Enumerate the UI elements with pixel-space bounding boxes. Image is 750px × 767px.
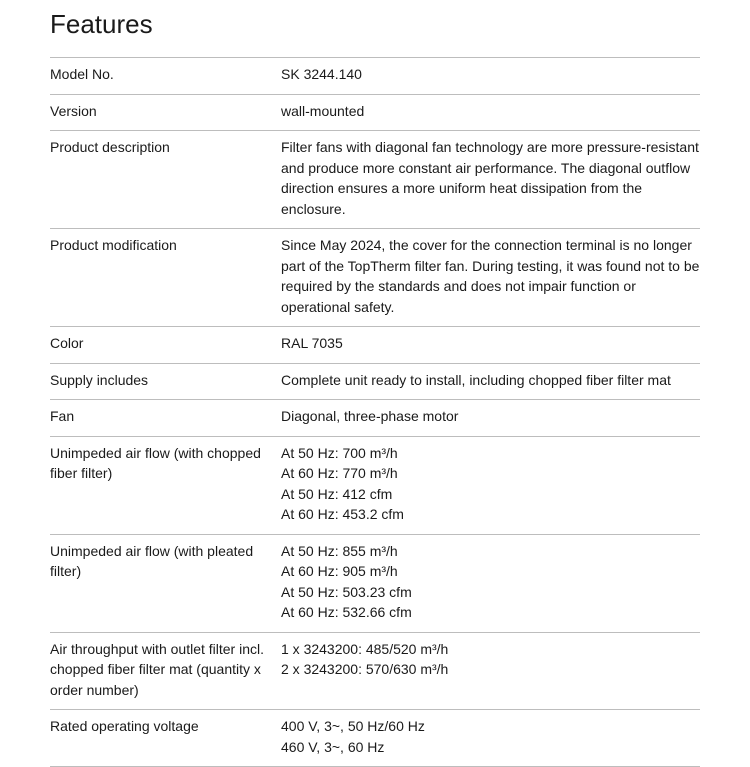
row-label: Color [50,335,84,351]
section-title: Features [50,9,153,39]
row-label: Product description [50,139,170,155]
features-section [50,0,700,767]
row-value-line: At 50 Hz: 503.23 cfm [281,583,412,600]
row-value [281,443,700,525]
table-row [50,58,700,95]
row-value [281,64,700,85]
row-label: Version [50,102,97,119]
table-row [50,437,700,535]
row-value-line: Filter fans with diagonal fan technology are more pressure-resistant and produce more constant air performance. The diagonal outflow direction ensures a more uniform heat dissipation from the enclosure. [281,139,699,217]
row-value [281,101,700,122]
row-value-line: At 50 Hz: 412 cfm [281,485,393,502]
table-row [50,710,700,767]
row-value-line: 1 x 3243200: 485/520 m³/h [281,640,449,657]
table-row [50,131,700,229]
table-row [50,633,700,711]
row-value-line: 400 V, 3~, 50 Hz/60 Hz [281,718,425,734]
row-value [281,137,700,219]
row-value [281,406,700,427]
table-row [50,229,700,327]
row-value-line: Complete unit ready to install, including chopped fiber filter mat [281,371,671,388]
row-value-line: Since May 2024, the cover for the connection terminal is no longer part of the TopTherm filter fan. During testing, it was found not to be required by the standards and does not impair function or operational safety. [281,237,700,315]
table-row [50,535,700,633]
row-label: Product modification [50,237,177,253]
row-value-line: At 60 Hz: 532.66 cfm [281,604,412,620]
row-value-line: At 60 Hz: 770 m³/h [281,465,398,481]
row-label: Model No. [50,66,114,82]
row-value [281,370,700,391]
row-label: Unimpeded air flow (with chopped fiber filter) [50,444,261,481]
table-row [50,364,700,401]
row-label: Supply includes [50,371,149,388]
row-value-line: At 60 Hz: 453.2 cfm [281,506,404,522]
table-row [50,400,700,437]
row-label: Fan [50,408,75,424]
row-value-line: 2 x 3243200: 570/630 m³/h [281,661,449,677]
row-value-line: RAL 7035 [281,335,343,351]
row-value-line: At 50 Hz: 855 m³/h [281,542,398,559]
table-row [50,327,700,364]
features-table [50,57,700,767]
row-value-line: wall-mounted [281,102,365,119]
row-value [281,541,700,623]
row-value-line: 460 V, 3~, 60 Hz [281,738,385,755]
row-label: Rated operating voltage [50,718,199,734]
row-value [281,235,700,317]
row-value [281,639,700,701]
row-value-line: SK 3244.140 [281,66,362,82]
row-value-line: At 60 Hz: 905 m³/h [281,563,398,579]
table-row [50,95,700,132]
row-value [281,333,700,354]
row-value [281,716,700,757]
row-label: Air throughput with outlet filter incl. chopped fiber filter mat (quantity x order number) [50,640,264,698]
row-label: Unimpeded air flow (with pleated filter) [50,542,254,579]
row-value-line: Diagonal, three-phase motor [281,408,459,424]
row-value-line: At 50 Hz: 700 m³/h [281,444,398,461]
